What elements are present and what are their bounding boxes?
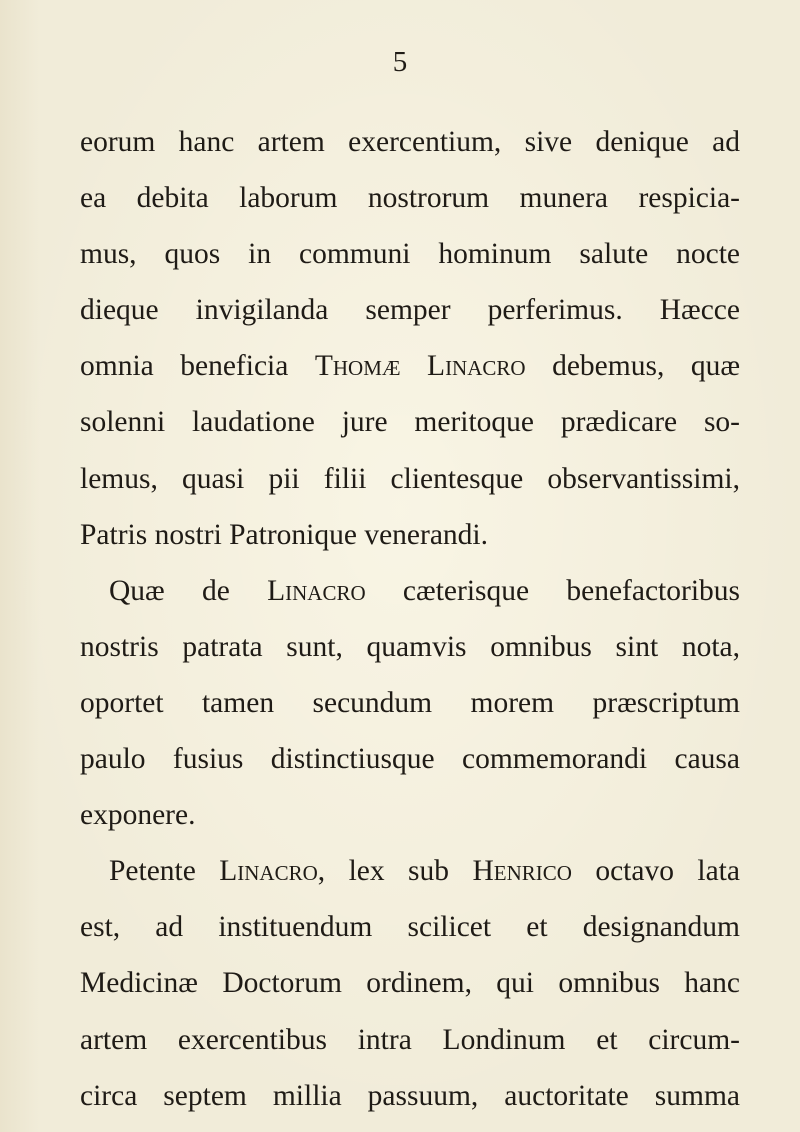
text-line: artem exercentibus intra Londinum et circum- (80, 1023, 740, 1056)
text-line: est, ad instituendum scilicet et designandum (80, 911, 740, 944)
small-caps-name: Linacro (219, 855, 318, 888)
text-run: , lex sub (317, 855, 473, 888)
text-line: exponere. (80, 799, 196, 832)
text-run: Quæ de (109, 574, 268, 607)
text-line: eorum hanc artem exercentium, sive denique ad (80, 126, 740, 158)
page-number: 5 (392, 46, 408, 78)
text-line: ea debita laborum nostrorum munera respicia- (80, 182, 740, 215)
text-line: nostris patrata sunt, quamvis omnibus sint nota, (80, 630, 740, 663)
text-run: omnia beneficia (80, 350, 315, 383)
small-caps-name: Linacro (267, 574, 366, 607)
small-caps-name: Thomæ Linacro (314, 350, 526, 383)
text-line: dieque invigilanda semper perferimus. Hæcce (80, 294, 740, 327)
small-caps-name: Henrico (472, 855, 572, 888)
text-line: Patris nostri Patronique venerandi. (80, 518, 489, 551)
text-run: Petente (109, 855, 220, 888)
paragraph-start-line (80, 843, 740, 899)
text-line (80, 338, 740, 394)
text-line: lemus, quasi pii filii clientesque observantissimi, (80, 462, 740, 495)
text-run: octavo lata (571, 855, 740, 888)
body-text (80, 114, 740, 1124)
text-line: circa septem millia passuum, auctoritate summa (80, 1079, 740, 1112)
text-line: Medicinæ Doctorum ordinem, qui omnibus hanc (80, 967, 740, 1000)
text-run: cæterisque benefactoribus (365, 574, 740, 607)
text-line: solenni laudatione jure meritoque prædicare so- (80, 406, 740, 439)
text-line: oportet tamen secundum morem præscriptum (80, 686, 740, 719)
paragraph-start-line (80, 563, 740, 619)
text-line: mus, quos in communi hominum salute nocte (80, 238, 740, 271)
text-line: paulo fusius distinctiusque commemorandi causa (80, 743, 740, 776)
text-run: debemus, quæ (525, 350, 741, 383)
